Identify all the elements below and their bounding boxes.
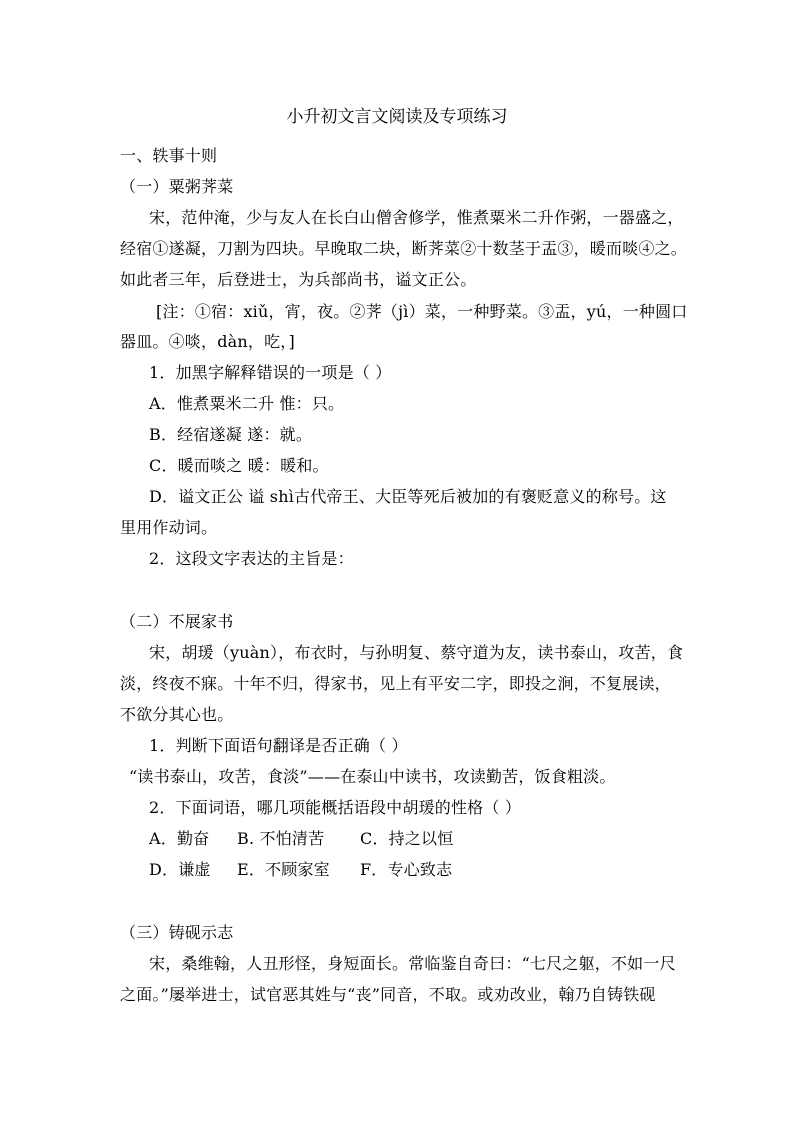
story2-question-1: 1．判断下面语句翻译是否正确（ ） [149,736,408,755]
story2-line-2: 淡，终夜不寐。十年不归，得家书，见上有平安二字，即投之涧，不复展读， [120,674,671,693]
story1-heading: （一）粟粥荠菜 [120,177,234,196]
option-d: D．谦虚 [149,860,211,879]
story1-note-1: [注：①宿：xiǔ，宵，夜。②荠（jì）菜，一种野菜。③盂，yú，一种圆口 [156,302,688,321]
story2-question-1-text: “读书泰山，攻苦，食淡”——在泰山中读书，攻读勤苦，饭食粗淡。 [129,767,616,786]
story3-line-1: 宋，桑维翰，人丑形怪，身短面长。常临鉴自奇曰：“七尺之躯，不如一尺 [149,954,676,973]
section-heading: 一、轶事十则 [120,146,218,165]
story2-line-1: 宋，胡瑗（yuàn），布衣时，与孙明复、蔡守道为友，读书泰山，攻苦，食 [149,643,684,662]
option-e: E．不顾家室 [237,860,330,879]
story1-option-d-cont: 里用作动词。 [120,518,218,537]
option-a: A．勤奋 [149,829,210,848]
story1-option-d: D．谥文正公 谥 shì古代帝王、大臣等死后被加的有褒贬意义的称号。这 [149,487,667,506]
story1-option-a: A．惟煮粟米二升 惟：只。 [149,394,345,413]
story2-question-2: 2．下面词语，哪几项能概括语段中胡瑗的性格（ ） [149,798,522,817]
story2-options-row-2 [149,860,452,880]
story1-question-1: 1．加黑字解释错误的一项是（ ） [149,363,392,382]
story1-option-b: B．经宿遂凝 遂：就。 [149,425,313,444]
story1-note-2: 器皿。④啖，dàn，吃，] [120,332,295,351]
story2-heading: （二）不展家书 [120,612,234,631]
story2-options-row-1 [149,829,453,849]
option-b: B. 不怕清苦 [237,829,325,848]
story2-line-3: 不欲分其心也。 [120,705,234,724]
story3-heading: （三）铸砚示志 [120,923,234,942]
story1-option-c: C．暖而啖之 暖：暖和。 [149,456,329,475]
option-f: F．专心致志 [360,860,453,879]
story1-line-1: 宋，范仲淹，少与友人在长白山僧舍修学，惟煮粟米二升作粥，一器盛之， [149,208,684,227]
document-title: 小升初文言文阅读及专项练习 [286,107,508,127]
story1-question-2: 2．这段文字表达的主旨是： [149,549,354,568]
story3-line-2: 之面。”屡举进士，试官恶其姓与“丧”同音，不取。或劝改业，翰乃自铸铁砚 [120,985,656,1004]
option-c: C．持之以恒 [360,829,454,848]
story1-line-2: 经宿①遂凝，刀割为四块。早晚取二块，断荠菜②十数茎于盂③，暖而啖④之。 [120,239,688,258]
story1-line-3: 如此者三年，后登进士，为兵部尚书，谥文正公。 [120,270,477,289]
